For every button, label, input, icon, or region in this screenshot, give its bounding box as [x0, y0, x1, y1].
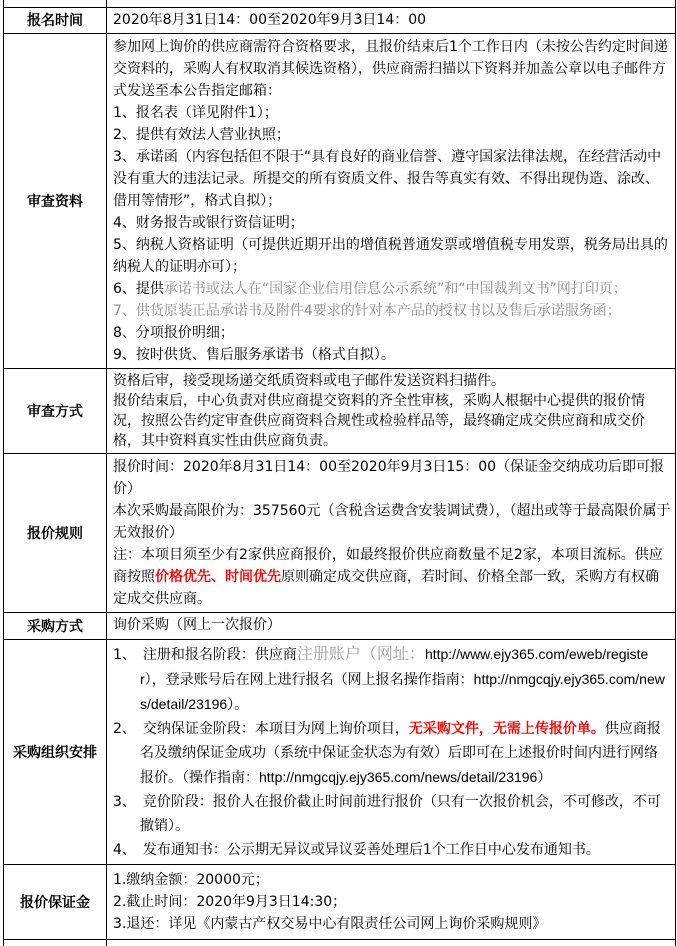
text-segment: ），登录账号后在网上进行报名（网上报名操作指南： — [144, 671, 474, 688]
row-label: 报名时间 — [4, 7, 107, 33]
row-label: 报价保证金 — [4, 864, 107, 939]
text-segment: 报价时间：2020年8月31日14：00至2020年9月3日15：00（保证金交纳成功后即可报价） — [113, 458, 665, 497]
table-row — [4, 33, 676, 368]
paragraph — [113, 615, 671, 636]
text-segment: 注册账户（网址： — [296, 643, 425, 663]
numbered-item — [113, 717, 671, 790]
item-number: 4、 — [113, 841, 136, 858]
item-number: 2、 — [113, 720, 136, 737]
row-label — [4, 939, 107, 946]
text-segment: 发布通知书：公示期无异议或异议妥善处理后1个工作日中心发布通知书。 — [142, 841, 600, 858]
table-row — [4, 612, 676, 639]
text-segment: 竞价阶段：报价人在报价截止时间前进行报价（只有一次报价机会，不可修改，不可撤销）。 — [140, 793, 661, 834]
text-segment: 参加网上询价的供应商需符合资格要求，且报价结束后1个工作日内（未按公告约定时间递交资料的，采购人有权取消其候选资格），供应商需扫描以下资料并加盖公章以电子邮件方式发送至本公告指定邮箱： — [113, 38, 668, 99]
paragraph — [113, 891, 671, 913]
text-segment: 注：本项目须至少有2家供应商报价，如最终报价供应商数量不足2家，本项目流标。供应商按照 — [113, 546, 663, 585]
row-content — [107, 33, 676, 368]
table-row-clipped — [4, 0, 676, 7]
row-content — [107, 453, 676, 612]
numbered-item — [113, 790, 671, 838]
text-segment: 本次采购最高限价为：357560元（含税含运费含安装调试费），（超出或等于最高限价属于无效报价） — [113, 502, 671, 541]
text-segment: 3.退还：详见《内蒙古产权交易中心有限责任公司网上询价采购规则》 — [113, 915, 547, 932]
procurement-info-table — [3, 0, 676, 946]
link-url[interactable]: http://nmgcqjy.ejy365.com/news/detail/23196 — [259, 768, 538, 785]
table-row — [4, 639, 676, 864]
paragraph — [113, 234, 671, 278]
paragraph — [113, 500, 671, 544]
row-content — [107, 864, 676, 939]
table-row — [4, 7, 676, 33]
text-segment: 原则确定成交供应商，若时间、价格全部一致，采购方有权确定成交供应商。 — [113, 568, 659, 607]
text-segment: 2.截止时间：2020年9月3日14:30； — [113, 893, 347, 910]
paragraph — [113, 913, 671, 935]
paragraph — [113, 102, 671, 124]
text-segment: 1.缴纳金额：20000元； — [113, 871, 269, 888]
row-content — [107, 939, 676, 946]
row-label — [4, 0, 107, 7]
item-number: 1、 — [113, 646, 136, 663]
paragraph — [113, 212, 671, 234]
row-label: 审查资料 — [4, 33, 107, 368]
row-content — [107, 368, 676, 453]
paragraph — [113, 869, 671, 891]
paragraph — [113, 146, 671, 212]
row-content — [107, 612, 676, 639]
row-label: 报价规则 — [4, 453, 107, 612]
text-segment: 9、按时供货、售后服务承诺书（格式自拟）。 — [113, 346, 395, 363]
text-segment: 资格后审，接受现场递交纸质资料或电子邮件发送资料扫描件。 — [113, 372, 505, 389]
paragraph — [113, 300, 671, 322]
text-segment: 交纳保证金阶段：本项目为网上询价项目， — [142, 720, 409, 737]
text-segment: ） — [537, 769, 552, 786]
paragraph — [113, 456, 671, 500]
text-segment: 承诺书或法人在“国家企业信用信息公示系统”和“中国裁判文书”网打印页； — [163, 280, 627, 297]
item-number: 3、 — [113, 793, 136, 810]
text-segment: 2020年8月31日14：00至2020年9月3日14：00 — [113, 11, 427, 28]
text-segment: 无采购文件，无需上传报价单。 — [408, 720, 605, 737]
text-segment: 5、纳税人资格证明（可提供近期开出的增值税普通发票或增值税专用发票，税务局出具的纳税人的证明亦可）； — [113, 236, 668, 275]
numbered-item — [113, 642, 671, 717]
text-segment: 1、报名表（详见附件1）； — [113, 104, 278, 121]
row-content — [107, 0, 676, 7]
text-segment: 供应商报名及缴纳保证金成功（系统中保证金状态为有效）后即可在上述报价时间内进行网络报价。（操作指南： — [140, 720, 661, 786]
row-content — [107, 639, 676, 864]
link-url[interactable]: http://nmgcqjy.ejy365.com/news/detail/23196 — [140, 670, 665, 712]
link-url[interactable]: http://www.ejy365.com/eweb/register — [140, 645, 649, 687]
paragraph — [113, 278, 671, 300]
text-segment: 4、财务报告或银行资信证明； — [113, 214, 304, 231]
row-label: 采购组织安排 — [4, 639, 107, 864]
table-body — [4, 0, 676, 946]
row-content — [107, 7, 676, 33]
paragraph — [113, 10, 671, 31]
row-label: 审查方式 — [4, 368, 107, 453]
text-segment: 7、供货原装正品承诺书及附件4要求的针对本产品的授权书以及售后承诺服务函； — [113, 302, 621, 319]
text-segment: 2、提供有效法人营业执照； — [113, 126, 290, 143]
text-segment: 询价采购（网上一次报价） — [113, 617, 281, 633]
text-segment: ）。 — [227, 696, 249, 713]
text-segment: 6、提供 — [113, 280, 164, 297]
text-segment: 8、分项报价明细； — [113, 324, 234, 341]
text-segment: 3、承诺函（内容包括但不限于“具有良好的商业信誉、遵守国家法律法规，在经营活动中没有重大的违法记录。所提交的所有资质文件、报告等真实有效、不得出现伪造、涂改、借用等情形”，格式自拟）； — [113, 148, 662, 209]
paragraph — [113, 322, 671, 344]
text-segment: 价格优先、时间优先 — [155, 568, 281, 585]
paragraph — [113, 124, 671, 146]
paragraph — [113, 371, 671, 391]
text-segment: 报价结束后，中心负责对供应商提交资料的齐全性审核，采购人根据中心提供的报价情况，按照公告约定审查供应商资料合规性或检验样品等，最终确定成交供应商和成交价格，其中资料真实性由供应商负责。 — [113, 392, 645, 449]
row-label: 采购方式 — [4, 612, 107, 639]
paragraph — [113, 544, 671, 610]
text-segment: 注册和报名阶段：供应商 — [142, 646, 297, 663]
table-row — [4, 864, 676, 939]
paragraph — [113, 36, 671, 102]
paragraph — [113, 391, 671, 451]
paragraph — [113, 344, 671, 366]
table-row-clipped — [4, 939, 676, 946]
table-row — [4, 453, 676, 612]
numbered-item — [113, 838, 671, 862]
table-row — [4, 368, 676, 453]
